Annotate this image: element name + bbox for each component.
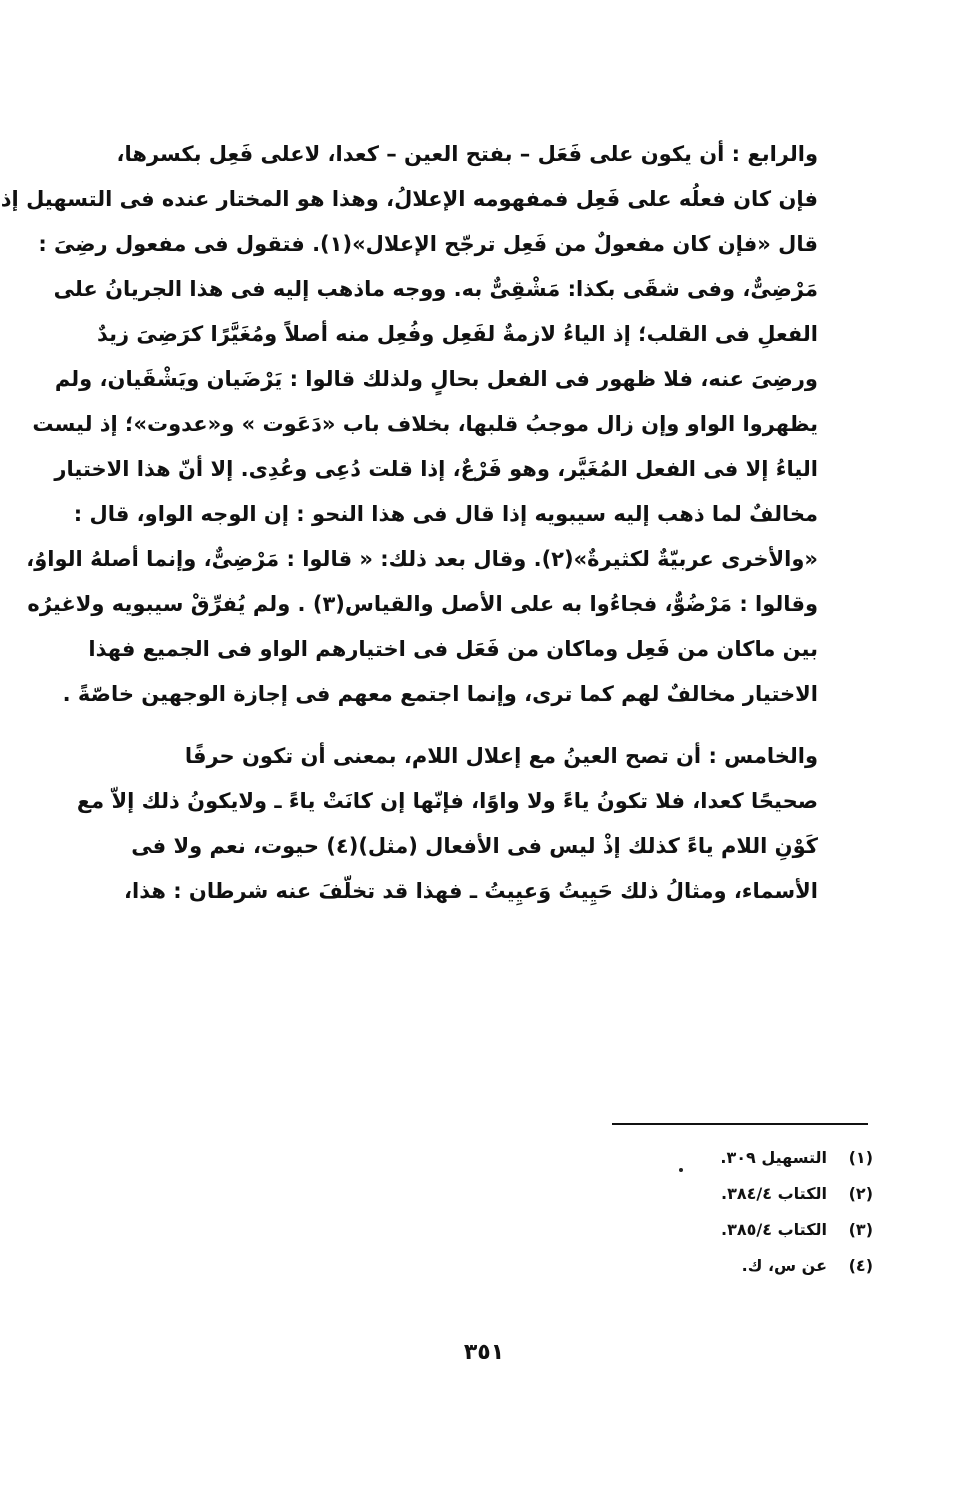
text-line: مخالفٌ لما ذهب إليه سيبويه إذا قال فى هذا النحو : إن الوجه الواو، قال : xyxy=(73,502,818,526)
text-line: «والأخرى عربيّةٌ لكثيرةٌ»(٢). وقال بعد ذلك: « قالوا : مَرْضِىٌّ، وإنما أصلهُ الواوُ، xyxy=(26,547,818,571)
text-line: فإن كان فعلُه على فَعِل فمفهومه الإعلالُ، وهذا هو المختار عنده فى التسهيل إذ xyxy=(0,187,818,211)
text-line: وقالوا : مَرْضُوٌّ، فجاءُوا به على الأصل والقياس(٣) . ولم يُفرِّقْ سيبويه ولاغيرُه xyxy=(27,592,818,616)
footnotes xyxy=(720,1140,873,1284)
text-line: الياءُ إلا فى الفعل المُغَيَّر، وهو فَرْعٌ، إذا قلت دُعِى وعُدِى. إلا أنّ هذا الاختيار xyxy=(54,457,818,481)
text-line: قال «فإن كان مفعولٌ من فَعِل ترجّح الإعلال»(١). فتقول فى مفعول رضِىَ : xyxy=(38,232,818,256)
text-line: والرابع : أن يكون على فَعَل – بفتح العين – كعدا، لاعلى فَعِل بكسرها، xyxy=(116,142,818,166)
text-line: بين ماكان من فَعِل وماكان من فَعَل فى اختيارهم الواو فى الجميع فهذا xyxy=(88,637,818,661)
text-line: صحيحًا كعدا، فلا تكونُ ياءً ولا واوًا، فإنّها إن كانَتْ ياءً ـ ولايكونُ ذلك إلاّ مع xyxy=(76,789,818,813)
page-number: ٣٥١ xyxy=(463,1340,505,1365)
footnote-2 xyxy=(720,1176,873,1212)
text-line: كَوْنِ اللام ياءً كذلك إذْ ليس فى الأفعال (مثل)(٤) حيوت، نعم ولا فى xyxy=(131,834,818,858)
footnote-text: عن س، ك. xyxy=(741,1256,827,1275)
footnote-3 xyxy=(720,1212,873,1248)
text-line: مَرْضِىٌّ، وفى شقَى بكذا: مَشْقِىٌّ به. ووجه ماذهب إليه فى هذا الجريانُ على xyxy=(53,277,818,301)
footnote-text: الكتاب ٣٨٥/٤. xyxy=(721,1220,827,1239)
footnote-number: (٢) xyxy=(848,1184,873,1203)
text-line: والخامس : أن تصح العينُ مع إعلال اللام، بمعنى أن تكون حرفًا xyxy=(184,744,818,768)
print-speck xyxy=(679,1168,683,1172)
paragraph-2 xyxy=(76,734,873,914)
paragraph-1 xyxy=(0,132,873,717)
text-line: الأسماء، ومثالُ ذلك حَيِيتُ وَعيِيتُ ـ فهذا قد تخلّفَ عنه شرطان : هذا، xyxy=(124,879,818,903)
footnote-number: (٤) xyxy=(848,1256,873,1275)
text-line: الاختيار مخالفٌ لهم كما ترى، وإنما اجتمع معهم فى إجازة الوجهين خاصّةً . xyxy=(62,682,818,706)
footnote-separator xyxy=(612,1123,868,1125)
text-line: يظهروا الواو وإن زال موجبُ قلبها، بخلاف باب «دَعَوت » و«عدوت»؛ إذ ليست xyxy=(32,412,818,436)
footnote-1 xyxy=(720,1140,873,1176)
footnote-4 xyxy=(720,1248,873,1284)
text-line: الفعلِ فى القلب؛ إذ الياءُ لازمةٌ لفَعِل وفُعِل منه أصلاً ومُغَيَّرًا كرَضِىَ زيدٌ xyxy=(96,322,818,346)
footnote-number: (١) xyxy=(848,1148,873,1167)
footnote-text: الكتاب ٣٨٤/٤. xyxy=(721,1184,827,1203)
footnote-number: (٣) xyxy=(848,1220,873,1239)
text-line: ورضِىَ عنه، فلا ظهور فى الفعل بحالٍ ولذلك قالوا : يَرْضَيان ويَشْقَيان، ولم xyxy=(54,367,818,391)
footnote-text: التسهيل ٣٠٩. xyxy=(720,1148,827,1167)
main-text xyxy=(0,132,873,914)
